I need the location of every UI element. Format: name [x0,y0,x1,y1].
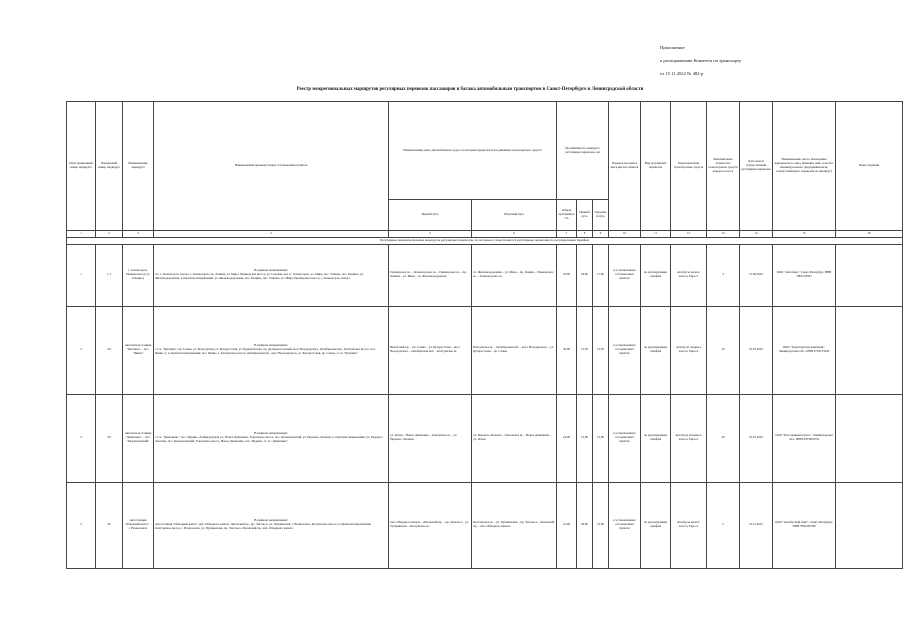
cell-boarding: в установленных остановочных пунктах [609,306,641,394]
cell-kind: по регулируемым тарифам [641,244,671,306]
cell-forward: ул. Ясная – Новое Девяткино – Токсовское ш. – ул. Рядового Леонова [389,394,472,482]
cell-len-forward: 12,00 [577,394,593,482]
cell-len-backward: 14,50 [593,306,609,394]
stops-text: ст. м. "Купчино", пр. Славы, ул. Белградская, ул. Бухарестская, ул. Будапештская, пр. Дальневосточный, мост Володарского, Октябрьская наб., Колтушское шоссе, пос. Янино-1; в обратном направлении: пос. Янино-1, Колтушское шоссе, Октябрьская наб., мост Володарского, ул. Бухарестская, пр. Славы, ст. м. "Купчино" [155,347,376,355]
cell-len-total: 30,00 [557,306,577,394]
cell-len-backward: 12,00 [593,394,609,482]
cell-serial-number: 3.0 [96,394,123,482]
col-route-name: Наименование маршрута [123,102,154,231]
cell-start-date: 01.03.2022 [740,306,773,394]
column-number: 13 [707,231,740,238]
group-heading: Регулярные межрегиональные маршруты регулярных перевозок, по которым осуществляются регулярные перевозки по регулируемым тарифам [67,237,903,244]
cell-carrier: ООО "Транспортная компания", Ленинградская обл., ИНН 4703123456 [773,306,836,394]
col-len-forward: Прямой путь [577,200,593,231]
column-number: 8 [577,231,593,238]
column-number: 15 [773,231,836,238]
column-number: 7 [557,231,577,238]
cell-serial-number: 2.0 [96,306,123,394]
col-backward: Обратный путь [472,200,557,231]
stops-direction-title: В прямом направлении: [254,343,288,348]
cell-vehicle: Автобусы малого класса, Евро-4 [671,482,707,568]
cell-forward: Приморское ш. – Зеленогорское ш. – Приморское ш. – пр. Ленина – ул. Мира – ул. Железнодорожная [389,244,472,306]
routes-registry-table [66,101,903,569]
column-number: 11 [641,231,671,238]
cell-max-count: 10 [707,306,740,394]
cell-stops [154,394,389,482]
col-stops: Наименования промежуточных остановочных пунктов [154,102,389,231]
column-number: 16 [836,231,903,238]
cell-notes [836,482,903,568]
column-number: 12 [671,231,707,238]
cell-backward: Колтушское ш. – ул. Пушкинская – пр. Энгельса – Лиговский пр. – наб. Обводного канала [472,482,557,568]
column-number: 4 [154,231,389,238]
column-number: 14 [740,231,773,238]
column-number: 2 [96,231,123,238]
col-carrier: Наименование, место нахождения юридического лица, фамилия, имя, отчество индивидуального предпринимателя, осуществляющего перевозки по маршруту [773,102,836,231]
column-number: 5 [389,231,472,238]
cell-backward: Колтушское ш. – Октябрьская наб. – мост Володарского – ул. Бухарестская – пр. Славы [472,306,557,394]
col-start-date: Дата начала осуществления регулярных перевозок [740,102,773,231]
cell-vehicle: Автобусы малого класса, Евро-3 [671,244,707,306]
cell-len-backward: 21,00 [593,482,609,568]
column-number: 6 [472,231,557,238]
col-boarding: Порядок посадки и высадки пассажиров [609,102,641,231]
cell-start-date: 01.01.2022 [740,394,773,482]
stops-text: Автостанция "Обводный канал", наб. Обводного канала, Лиговский пр., пр. Энгельса, ул. Пушкинская, г. Всеволожск, Колтушское шоссе; в обратном направлении: Колтушское шоссе, г. Всеволожск, ул. Пушкинская, пр. Энгельса, Лиговский пр., наб. Обводного канала [155,522,372,530]
stops-text: пл. г. Зеленогорск, вокзал, г. Зеленогорск, пр. Ленина, ул. Мира, Приморское шоссе, ул. Садовая, ж/д ст. Зеленогорск, ул. Мира, пос. Ушково, пос. Рощино, ул. Железнодорожная; в обратном направлении: ул. Железнодорожная, пос. Рощино, пос. Ушково, ул. Мира, Приморское шоссе, г. Зеленогорск, вокзал [155,272,364,280]
cell-route-name: Автостанция "Обводный канал" – г. Всеволожск [123,482,154,568]
cell-boarding: в установленных остановочных пунктах [609,394,641,482]
cell-reg-number: 3 [67,394,96,482]
cell-route-name: г. Зеленогорск, Приморское ш. (г. Рощино) [123,244,154,306]
cell-len-total: 35,00 [557,244,577,306]
column-number: 3 [123,231,154,238]
column-number-row [67,231,903,238]
column-number: 1 [67,231,96,238]
cell-boarding: в установленных остановочных пунктах [609,482,641,568]
cell-len-total: 24,00 [557,394,577,482]
header-row [67,102,903,200]
document-title: Реестр межрегиональных маршрутов регулярных перевозок пассажиров и багажа автомобильным транспортом в Санкт-Петербурге и Ленинградской области [296,87,644,92]
cell-start-date: 25.12.2021 [740,482,773,568]
stops-text: ст. м. "Девяткино", пос. Мурино, Ленинградская ул., Новое Девяткино, Токсовское шоссе, пос. Кузьмоловский, ул. Рядового Леонова; в обратном направлении: ул. Рядового Леонова, пос. Кузьмоловский, Токсовское шоссе, Новое Девяткино, пос. Мурино, ст. м. "Девяткино" [155,435,383,443]
cell-len-backward: 17,00 [593,244,609,306]
cell-notes [836,394,903,482]
appendix-line-2: к распоряжению Комитета по транспорту [660,58,742,63]
cell-serial-number: 1.1 [96,244,123,306]
cell-reg-number: 1 [67,244,96,306]
stops-direction-title: В прямом направлении: [254,431,288,436]
cell-carrier: ООО "Автопарк", Санкт-Петербург, ИНН 7801234567 [773,244,836,306]
col-serial-number: Порядковый номер маршрута [96,102,123,231]
cell-len-forward: 20,00 [577,482,593,568]
cell-forward: наб. Обводного канала – Лиговский пр. – пр. Энгельса – ул. Пушкинская – Колтушское ш. [389,482,472,568]
cell-reg-number: 2 [67,306,96,394]
cell-len-forward: 18,00 [577,244,593,306]
appendix-line-1: Приложение [660,45,685,50]
cell-len-total: 41,00 [557,482,577,568]
table-row [67,306,903,394]
col-len-backward: Обратный путь [593,200,609,231]
table-row [67,394,903,482]
stops-direction-title: В прямом направлении: [254,518,288,523]
column-number: 10 [609,231,641,238]
cell-serial-number: 4.0 [96,482,123,568]
cell-stops [154,306,389,394]
stops-direction-title: В прямом направлении: [254,268,288,273]
col-len-total: Общая протяжённость [557,200,577,231]
col-forward: Прямой путь [389,200,472,231]
cell-kind: по регулируемым тарифам [641,482,671,568]
col-kind: Вид регулярных перевозок [641,102,671,231]
cell-route-name: Автобусная станция "Девяткино" – пос. "Кузьмоловский" [123,394,154,482]
col-reg-number: Регистрационный номер маршрута [67,102,96,231]
cell-max-count: 20 [707,394,740,482]
col-streets-group: Наименования улиц, автомобильных дорог, по которым предполагается движение транспортных средств [389,102,557,200]
appendix-line-3: от 15.11.2022 № 482-р [660,71,704,76]
group-heading-row [67,237,903,244]
cell-stops [154,482,389,568]
cell-carrier: ООО "Пассажиравтотранс", Ленинградская обл., ИНН 4703987654 [773,394,836,482]
cell-forward: Витебский пр. – пр. Славы – ул. Бухарестская – мост Володарского – Октябрьская наб. – Колтушское ш. [389,306,472,394]
cell-kind: по регулируемым тарифам [641,306,671,394]
cell-boarding: в установленных остановочных пунктах [609,244,641,306]
col-notes: Иные сведения [836,102,903,231]
cell-notes [836,306,903,394]
col-vehicle: Характеристики транспортных средств [671,102,707,231]
cell-route-name: Автобусная станция "Купчино" – пос. "Янино" [123,306,154,394]
cell-kind: по регулируемым тарифам [641,394,671,482]
cell-carrier: ООО "Автобусный парк", Санкт-Петербург, ИНН 7802456789 [773,482,836,568]
cell-notes [836,244,903,306]
cell-max-count: 3 [707,244,740,306]
cell-stops [154,244,389,306]
cell-len-forward: 15,50 [577,306,593,394]
cell-reg-number: 4 [67,482,96,568]
column-number: 9 [593,231,609,238]
col-max-count: Максимальное количество транспортных средств каждого класса [707,102,740,231]
table-row [67,482,903,568]
cell-backward: ул. Железнодорожная – ул. Мира – пр. Ленина – Приморское ш. – Зеленогорское ш. [472,244,557,306]
cell-vehicle: Автобусы большого класса, Евро-5 [671,394,707,482]
cell-vehicle: Автобусы среднего класса, Евро-4 [671,306,707,394]
cell-start-date: 15.06.2022 [740,244,773,306]
col-length-group: Протяжённость маршрута регулярных перевозок, км [557,102,609,200]
cell-backward: ул. Рядового Леонова – Токсовское ш. – Новое Девяткино – ул. Ясная [472,394,557,482]
table-row [67,244,903,306]
cell-max-count: 2 [707,482,740,568]
